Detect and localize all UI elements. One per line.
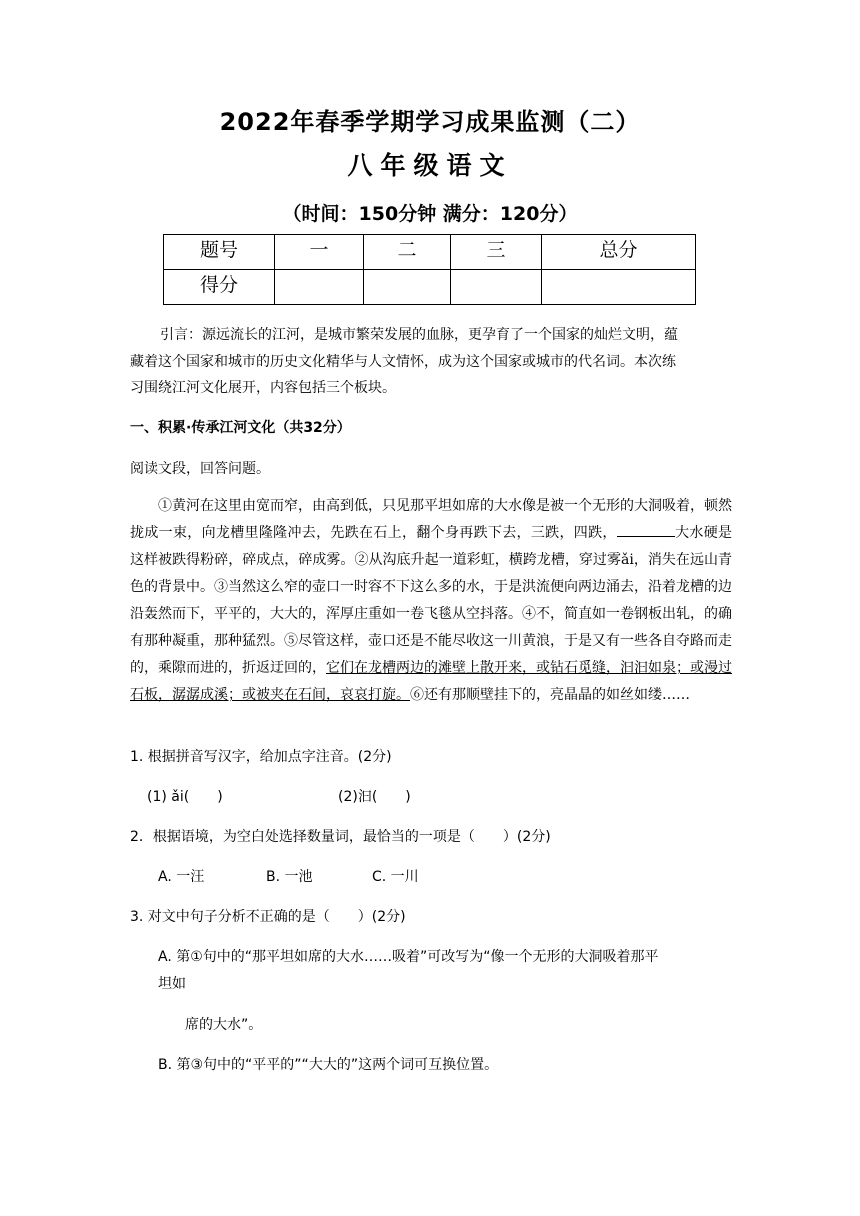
question-2-option-c[interactable]: C. 一川 [372,869,419,885]
intro-line-2: 藏着这个国家和城市的历史文化精华与人文情怀，成为这个国家或城市的代名词。本次练 [130,354,676,370]
score-table [163,234,696,305]
question-2: 2．根据语境，为空白处选择数量词，最恰当的一项是（ ）(2分) [130,829,551,845]
score-cell-section-2[interactable] [364,270,451,305]
question-2-option-a[interactable]: A. 一汪 [158,869,205,885]
passage-part-3: ⑥还有那顺壁挂下的，亮晶晶的如丝如缕…… [410,687,690,703]
question-3-option-a-line-1[interactable]: A. 第①句中的“那平坦如席的大水……吸着”可改写为“像一个无形的大洞吸着那平 [158,949,659,965]
passage-blank[interactable] [617,522,675,537]
exam-time-info: （时间：150分钟 满分：120分） [282,203,578,225]
score-table-cell: 三 [451,235,542,270]
question-2-option-b[interactable]: B. 一池 [266,869,313,885]
passage-part-1: ①黄河在这里由宽而窄，由高到低，只见那平坦如席的大水像是被一个无形的大洞吸着，顿然拢成一束，向龙槽里隆隆冲去，先跌在石上，翻个身再跌下去，三跌，四跌， [130,498,732,541]
score-cell-section-3[interactable] [451,270,542,305]
question-1: 1. 根据拼音写汉字，给加点字注音。(2分) [130,749,392,765]
question-1-part-1: (1) ǎi( ) [147,789,223,805]
score-row-label: 得分 [164,270,275,305]
question-1-part-2: (2)汩( ) [338,789,411,805]
question-3-option-b[interactable]: B. 第③句中的“平平的”“大大的”这两个词可互换位置。 [158,1057,499,1073]
score-table-cell: 一 [275,235,364,270]
exam-subtitle: 八年级语文 [347,151,513,180]
question-3: 3. 对文中句子分析不正确的是（ ）(2分) [130,909,406,925]
section-1-heading: 一、积累·传承江河文化（共32分） [130,420,351,436]
score-cell-section-1[interactable] [275,270,364,305]
intro-line-1: 引言：源远流长的江河，是城市繁荣发展的血脉，更孕育了一个国家的灿烂文明，蕴 [160,327,678,343]
section-1-instruction: 阅读文段，回答问题。 [130,461,270,477]
score-table-score-row [164,270,696,305]
reading-passage [130,493,732,709]
passage-underlined-sentence: 它们在龙槽两边的滩壁上散开来，或钻石觅缝，汩汩如泉；或漫过石板，潺潺成溪；或被夹在石间，哀哀打旋。 [130,660,732,703]
question-3-option-a-line-2[interactable]: 坦如 [158,976,186,992]
score-table-header-row [164,235,696,270]
score-table-cell: 二 [364,235,451,270]
passage-part-2: 大水硬是这样被跌得粉碎，碎成点，碎成雾。②从沟底升起一道彩虹，横跨龙槽，穿过雾ǎi，消失在远山青色的背景中。③当然这么窄的壶口一时容不下这么多的水，于是洪流便向两边涌去，沿着龙槽的边沿轰然而下，平平的，大大的，浑厚庄重如一卷飞毯从空抖落。④不，简直如一卷钢板出轧，的确有那种凝重，那种猛烈。⑤尽管这样，壶口还是不能尽收这一川黄浪，于是又有一些各自夺路而走的，乘隙而进的，折返迂回的， [130,525,733,676]
exam-title: 2022年春季学期学习成果监测（二） [219,108,641,136]
intro-line-3: 习围绕江河文化展开，内容包括三个板块。 [130,380,396,396]
score-table-cell: 总分 [542,235,696,270]
question-3-option-a-line-3[interactable]: 席的大水”。 [185,1017,263,1033]
score-table-cell: 题号 [164,235,275,270]
score-cell-total[interactable] [542,270,696,305]
